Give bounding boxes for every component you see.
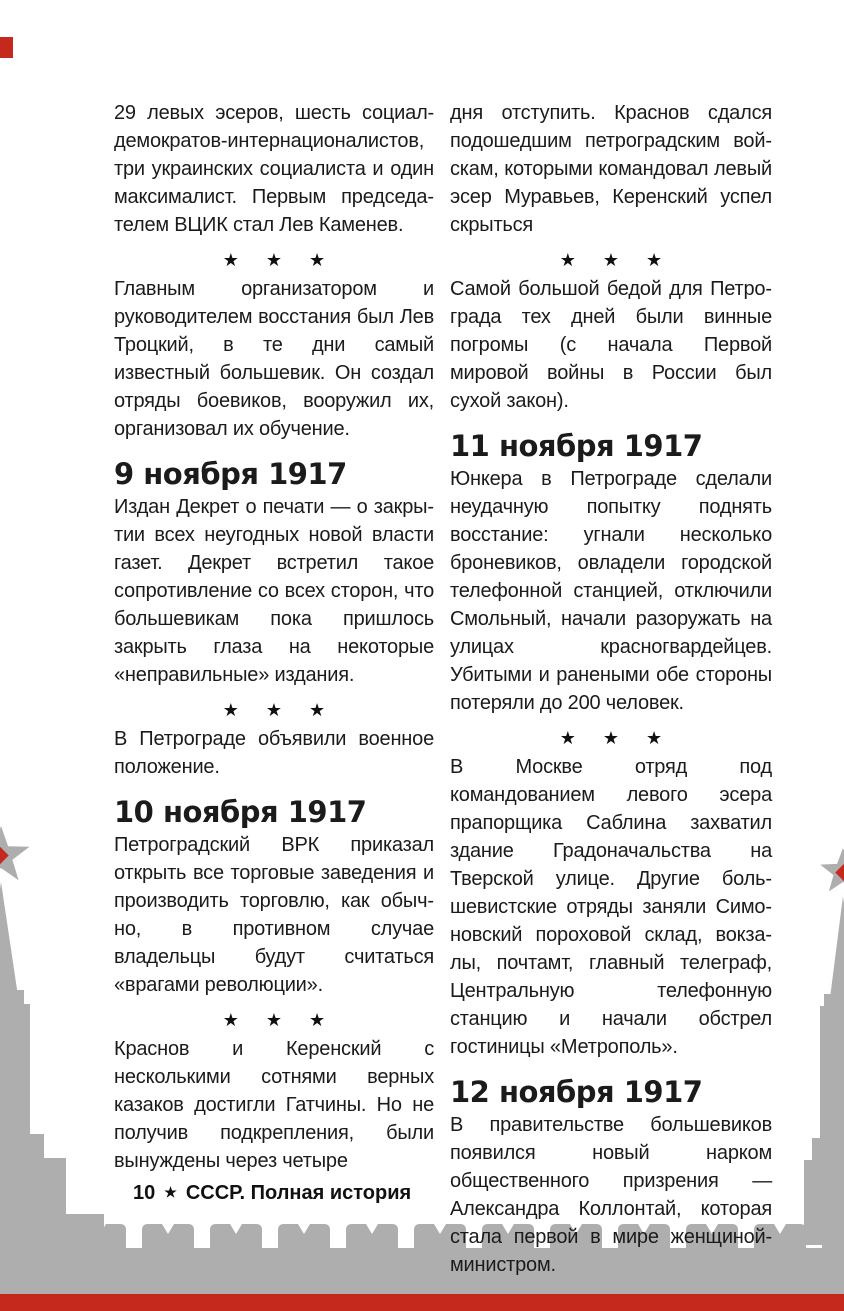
paragraph: дня отступить. Краснов сдался подошедшим петроградским войскам, которыми командовал левый эсер Муравьев, Керенский успел скрыться: [450, 102, 772, 236]
book-title: СССР. Полная история: [185, 1182, 412, 1204]
stars-separator: ★ ★ ★: [559, 728, 663, 748]
stars-separator: ★ ★ ★: [559, 250, 663, 270]
page-number: 10: [133, 1182, 156, 1204]
kremlin-tower-right-icon: [784, 848, 844, 1245]
paragraph: Юнкера в Петрограде сделали неудачную попытку поднять восстание: угнали несколько броневиков, овладели городской телефонной станцией, отключили Смольный, начали разоружать на улицах красногвардейцев. Убитыми и ранеными обе стороны потеряли до 200 человек.: [450, 468, 772, 714]
paragraph: Главным организатором и руководителем восстания был Лев Троцкий, в те дни самый известный большевик. Он создал отряды боевиков, вооружил их, организовал их обучение.: [114, 278, 434, 440]
paragraph: 29 левых эсеров, шесть социал-демократов-интернационалистов, три украинских социалиста и один максималист. Первым председателем ВЦИК стал Лев Каменев.: [114, 102, 434, 236]
stars-separator: ★ ★ ★: [222, 700, 326, 720]
red-corner-mark: [0, 37, 13, 58]
star-icon: ★: [164, 1184, 177, 1200]
paragraph: Самой большой бедой для Петрограда тех дней были винные погромы (с начала Первой мировой войны в России был сухой закон).: [450, 278, 772, 412]
paragraph: Краснов и Керенский с несколькими сотнями верных казаков достигли Гатчины. Но не получив подкрепления, были вынуждены через четыре: [114, 1038, 434, 1172]
kremlin-tower-left-icon: [0, 818, 110, 1250]
red-base-stripe: [0, 1294, 844, 1311]
page-footer: [133, 1182, 411, 1205]
paragraph: В правительстве большевиков появился новый нарком общественного призрения — Александра Коллонтай, которая стала первой в мире женщиной-министром.: [450, 1114, 772, 1276]
left-text-column: [114, 99, 434, 1175]
stars-separator: ★ ★ ★: [222, 250, 326, 270]
date-heading: 11 ноября 1917: [450, 429, 703, 463]
right-text-column: [450, 99, 772, 1279]
date-heading: 10 ноября 1917: [114, 795, 367, 829]
paragraph: В Москве отряд под командованием левого эсера прапорщика Саблина захватил здание Градоначальства на Тверской улице. Другие большевистские отряды заняли Симоновский пороховой склад, вокзалы, почтамт, главный телеграф, Центральную телефонную станцию и начали обстрел гостиницы «Метрополь».: [450, 756, 772, 1058]
date-heading: 12 ноября 1917: [450, 1075, 703, 1109]
stars-separator: ★ ★ ★: [222, 1010, 326, 1030]
paragraph: В Петрограде объявили военное положение.: [114, 728, 434, 778]
paragraph: Издан Декрет о печати — о закрытии всех неугодных новой власти газет. Декрет встретил такое сопротивление со всех сторон, что большевикам пока пришлось закрыть глаза на некоторые «неправильные» издания.: [114, 496, 434, 686]
paragraph: Петроградский ВРК приказал открыть все торговые заведения и производить торговлю, как обычно, в противном случае владельцы будут считаться «врагами революции».: [114, 834, 434, 996]
date-heading: 9 ноября 1917: [114, 457, 347, 491]
